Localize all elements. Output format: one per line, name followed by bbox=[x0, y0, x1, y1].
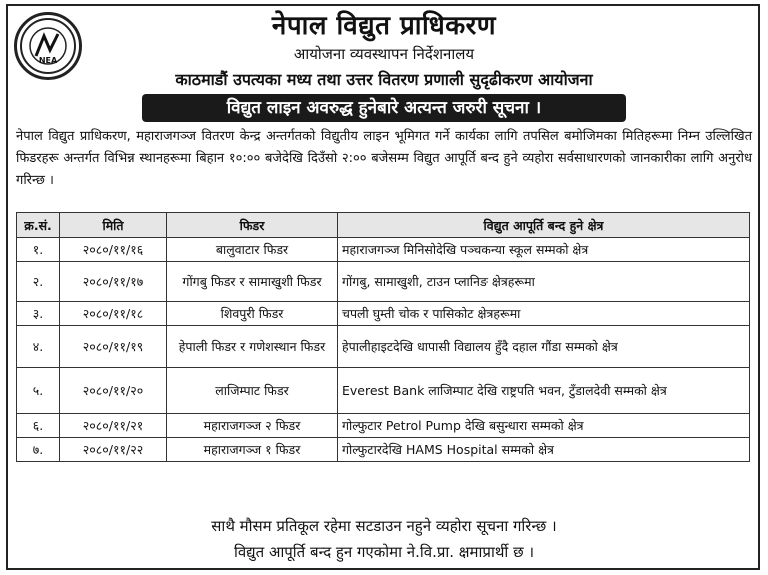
footer-weather-note: साथै मौसम प्रतिकूल रहेमा सटडाउन नहुने व्यहोरा सूचना गरिन्छ । bbox=[211, 517, 557, 535]
row-date: २०८०/११/१८ bbox=[60, 302, 167, 326]
row-feeder: लाजिम्पाट फिडर bbox=[167, 368, 338, 414]
table-row bbox=[17, 262, 750, 302]
row-feeder: शिवपुरी फिडर bbox=[167, 302, 338, 326]
row-feeder: बालुवाटार फिडर bbox=[167, 238, 338, 262]
row-date: २०८०/११/२० bbox=[60, 368, 167, 414]
row-sn: १. bbox=[17, 238, 60, 262]
directorate-title: आयोजना व्यवस्थापन निर्देशनालय bbox=[293, 45, 475, 63]
col-header-date: मिति bbox=[60, 213, 167, 238]
row-feeder: हेपाली फिडर र गणेशस्थान फिडर bbox=[167, 326, 338, 368]
row-feeder: गोंगबु फिडर र सामाखुशी फिडर bbox=[167, 262, 338, 302]
row-area: गोल्फुटारदेखि HAMS Hospital सम्मको क्षेत्र bbox=[338, 438, 750, 462]
row-area: हेपालीहाइटदेखि धापासी विद्यालय हुँदै दहाल गौंडा सम्मको क्षेत्र bbox=[338, 326, 750, 368]
row-area: महाराजगञ्ज मिनिसोदेखि पञ्चकन्या स्कूल सम्मको क्षेत्र bbox=[338, 238, 750, 262]
row-sn: ६. bbox=[17, 414, 60, 438]
row-area: चपली घुम्ती चोक र पासिकोट क्षेत्रहरूमा bbox=[338, 302, 750, 326]
org-title: नेपाल विद्युत प्राधिकरण bbox=[271, 11, 497, 41]
table-row bbox=[17, 326, 750, 368]
row-date: २०८०/११/२१ bbox=[60, 414, 167, 438]
schedule-table bbox=[16, 212, 750, 462]
row-area: गोल्फुटार Petrol Pump देखि बसुन्धारा सम्मको क्षेत्र bbox=[338, 414, 750, 438]
row-sn: ७. bbox=[17, 438, 60, 462]
footer-apology: विद्युत आपूर्ति बन्द हुन गएकोमा ने.वि.प्रा. क्षमाप्रार्थी छ । bbox=[233, 543, 535, 561]
table-row bbox=[17, 414, 750, 438]
row-date: २०८०/११/१६ bbox=[60, 238, 167, 262]
project-title: काठमाडौं उपत्यका मध्य तथा उत्तर वितरण प्रणाली सुदृढीकरण आयोजना bbox=[175, 70, 593, 89]
row-feeder: महाराजगञ्ज १ फिडर bbox=[167, 438, 338, 462]
row-date: २०८०/११/२२ bbox=[60, 438, 167, 462]
row-area: गोंगबु, सामाखुशी, टाउन प्लानिङ क्षेत्रहरूमा bbox=[338, 262, 750, 302]
row-sn: ५. bbox=[17, 368, 60, 414]
row-area: Everest Bank लाजिम्पाट देखि राष्ट्रपति भवन, टुँडालदेवी सम्मको क्षेत्र bbox=[338, 368, 750, 414]
col-header-sn: क्र.सं. bbox=[17, 213, 60, 238]
table-row bbox=[17, 438, 750, 462]
col-header-feeder: फिडर bbox=[167, 213, 338, 238]
row-sn: ३. bbox=[17, 302, 60, 326]
col-header-area: विद्युत आपूर्ति बन्द हुने क्षेत्र bbox=[338, 213, 750, 238]
row-sn: ४. bbox=[17, 326, 60, 368]
notice-intro: नेपाल विद्युत प्राधिकरण, महाराजगञ्ज वितरण केन्द्र अन्तर्गतको विद्युतीय लाइन भूमिगत गर्ने कार्यका लागि तपसिल बमोजिमका मितिहरूमा निम्न उल्लिखित फिडरहरू अन्तर्गत विभिन्न स्थानहरूमा बिहान १०:०० बजेदेखि दिउँसो २:०० बजेसम्म विद्युत आपूर्ति बन्द हुने व्यहोरा सर्वसाधारणको जानकारीका लागि अनुरोध गरिन्छ । bbox=[16, 129, 752, 188]
table-row bbox=[17, 368, 750, 414]
table-row bbox=[17, 302, 750, 326]
table-header-row bbox=[17, 213, 750, 238]
row-sn: २. bbox=[17, 262, 60, 302]
notice-title: विद्युत लाइन अवरुद्ध हुनेबारे अत्यन्त जरुरी सूचना । bbox=[142, 94, 626, 122]
logo-text: NEA bbox=[38, 56, 58, 65]
table-row bbox=[17, 238, 750, 262]
row-feeder: महाराजगञ्ज २ फिडर bbox=[167, 414, 338, 438]
row-date: २०८०/११/१९ bbox=[60, 326, 167, 368]
row-date: २०८०/११/१७ bbox=[60, 262, 167, 302]
